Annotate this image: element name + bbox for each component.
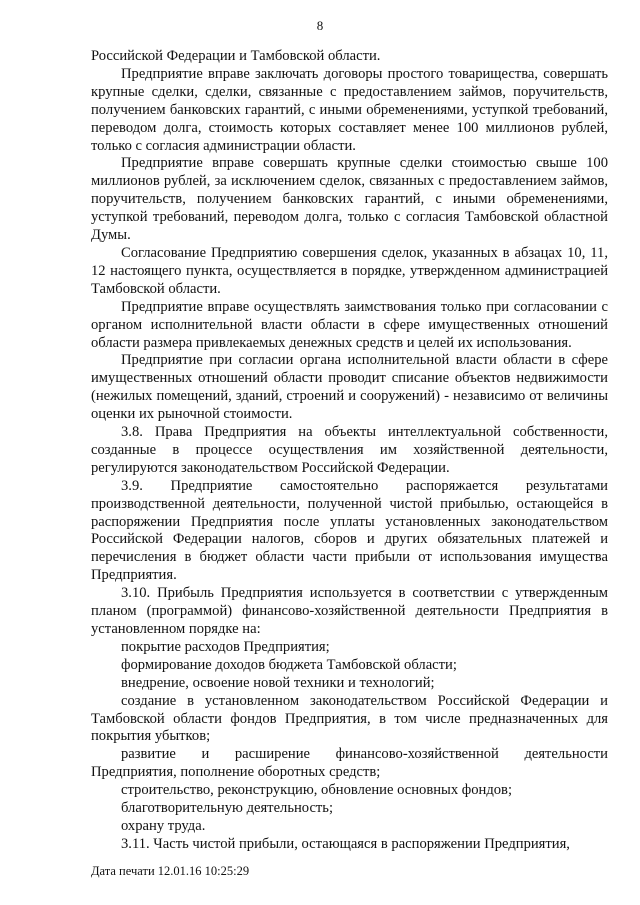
paragraph: Предприятие при согласии органа исполнительной власти области в сфере имущественных отношений области проводит списание объектов недвижимости (нежилых помещений, зданий, строений и сооружений) - независимо от величины оценки их рыночной стоимости. xyxy=(91,352,608,423)
list-item: внедрение, освоение новой техники и технологий; xyxy=(121,674,435,691)
list-item: строительство, реконструкцию, обновление основных фондов; xyxy=(121,782,513,799)
list-item: развитие и расширение финансово-хозяйственной деятельности Предприятия, пополнение оборотных средств; xyxy=(91,746,608,781)
paragraph: Предприятие вправе осуществлять заимствования только при согласовании с органом исполнительной власти области в сфере имущественных отношений области размера привлекаемых денежных средств и целей их использования. xyxy=(91,298,608,351)
print-date: Дата печати 12.01.16 10:25:29 xyxy=(91,864,250,878)
paragraph: Предприятие вправе заключать договоры простого товарищества, совершать крупные сделки, сделки, связанные с предоставлением займов, поручительств, получением банковских гарантий, с иными обременениями, уступкой требований, переводом долга, стоимость которых составляет менее 100 миллионов рублей, только с согласия администрации области. xyxy=(91,65,608,154)
paragraph: Согласование Предприятию совершения сделок, указанных в абзацах 10, 11, 12 настоящего пункта, осуществляется в порядке, утвержденном администрацией Тамбовской области. xyxy=(91,244,608,297)
list-item: охрану труда. xyxy=(121,817,206,834)
paragraph: Предприятие вправе совершать крупные сделки стоимостью свыше 100 миллионов рублей, за исключением сделок, связанных с предоставлением займов, поручительств, получением банковских гарантий, с иными обременениями, уступкой требований, переводом долга, только с согласия Тамбовской областной Думы. xyxy=(91,155,608,244)
section-3-9: 3.9. Предприятие самостоятельно распоряжается результатами производственной деятельности, полученной чистой прибылью, остающейся в распоряжении Предприятия после уплаты установленных законодательством Российской Федерации налогов, сборов и других обязательных платежей и перечисления в бюджет области части прибыли от использования имущества Предприятия. xyxy=(91,477,608,584)
list-item: создание в установленном законодательством Российской Федерации и Тамбовской области фондов Предприятия, в том числе предназначенных для покрытия убытков; xyxy=(91,692,608,745)
page-number: 8 xyxy=(316,18,324,33)
paragraph: Российской Федерации и Тамбовской области. xyxy=(91,48,381,64)
list-item: покрытие расходов Предприятия; xyxy=(121,638,330,655)
list-item: формирование доходов бюджета Тамбовской области; xyxy=(121,656,457,673)
section-3-8: 3.8. Права Предприятия на объекты интеллектуальной собственности, созданные в процессе осуществления им хозяйственной деятельности, регулируются законодательством Российской Федерации. xyxy=(91,424,608,476)
list-item: благотворительную деятельность; xyxy=(121,800,334,817)
section-3-10: 3.10. Прибыль Предприятия используется в соответствии с утвержденным планом (программой) финансово-хозяйственной деятельности Предприятия в установленном порядке на: xyxy=(91,585,608,637)
document-body xyxy=(91,48,608,854)
section-3-11: 3.11. Часть чистой прибыли, остающаяся в распоряжении Предприятия, xyxy=(121,835,570,852)
